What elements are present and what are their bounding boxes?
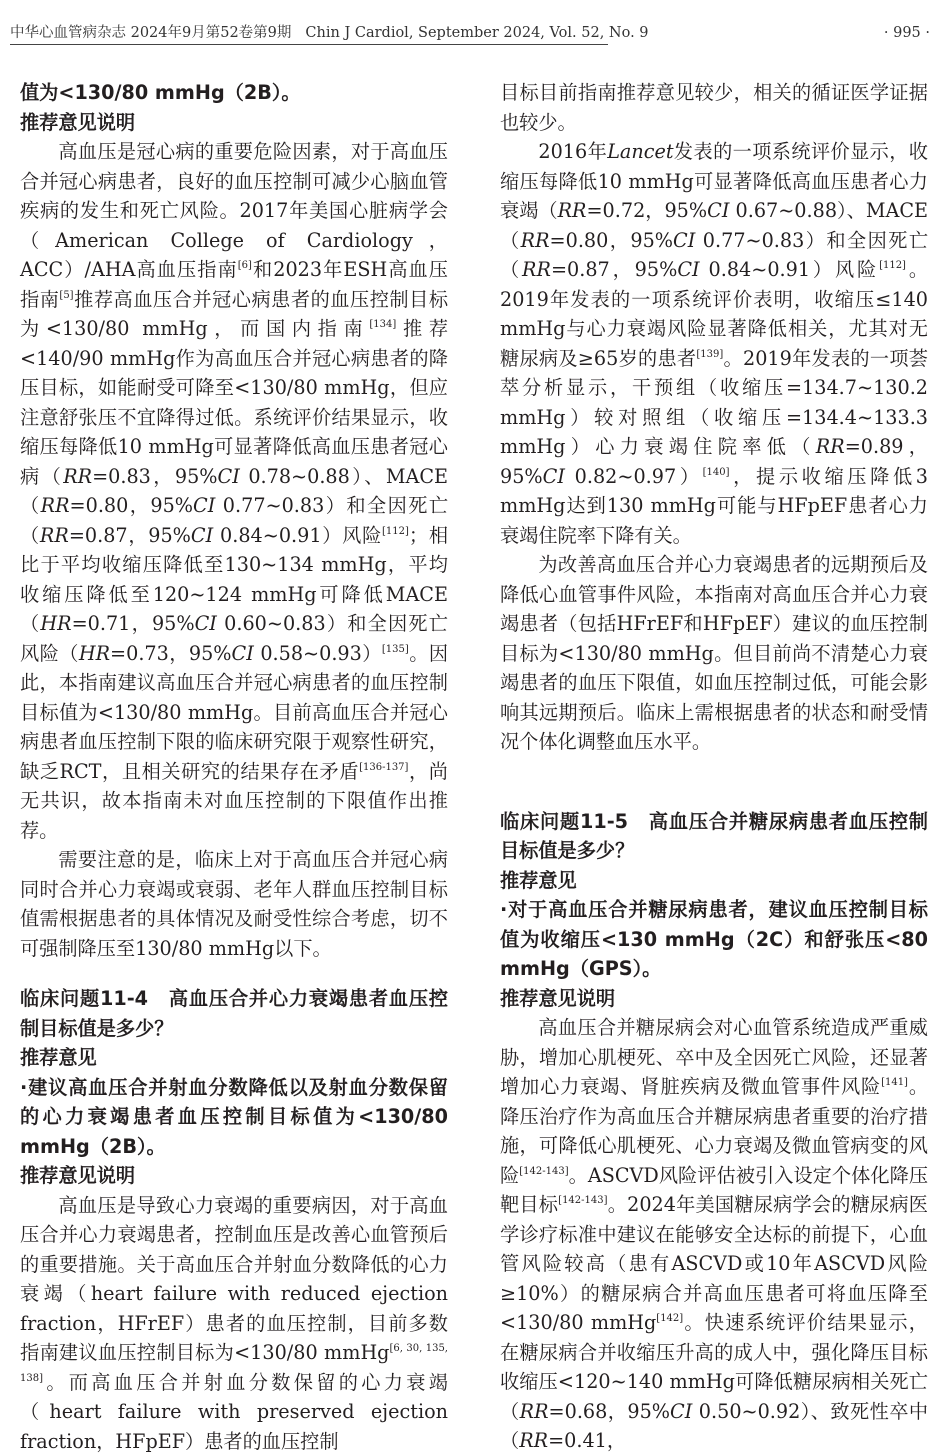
italic-term: RR: [40, 524, 69, 547]
text-run: =0.80，95%: [70, 494, 193, 517]
text-run: 0.84~0.91）风险: [700, 258, 879, 281]
text-run: ；相比于平均收缩压降低至130~134 mmHg，平均收缩压降低至120~124 mmHg可降低MACE（: [20, 524, 448, 636]
citation: [142-143]: [519, 1166, 568, 1177]
citation: [112]: [879, 260, 906, 271]
citation: [140]: [703, 467, 730, 478]
citation: [112]: [382, 526, 409, 537]
text-run: =0.87，95%: [551, 258, 677, 281]
italic-term: CI: [218, 465, 240, 488]
italic-term: CI: [193, 494, 215, 517]
page-number: · 995 ·: [884, 22, 930, 44]
italic-term: RR: [558, 199, 587, 222]
section-label-recommendation-explanation: 推荐意见说明: [500, 984, 928, 1014]
italic-term: Lancet: [607, 140, 673, 163]
text-run: =0.73，95%: [110, 642, 232, 665]
text-run: =0.71，95%: [72, 612, 195, 635]
text-run: 高血压合并糖尿病会对心血管系统造成严重威胁，增加心肌梗死、卒中及全因死亡风险，还显著增加心力衰竭、肾脏疾病及微血管事件风险: [500, 1016, 928, 1098]
text-run: 0.82~0.97）: [565, 465, 703, 488]
running-header: [10, 22, 608, 45]
text-run: ，尚无共识，故本指南未对血压控制的下限值作出推荐。: [20, 760, 448, 842]
recommendation-continued: 值为<130/80 mmHg（2B）。: [20, 78, 448, 108]
section-label-recommendation-explanation: 推荐意见说明: [20, 108, 448, 138]
text-run: 。而高血压合并射血分数保留的心力衰竭（heart failure with preserved ejection fraction，HFpEF）患者的血压控制: [20, 1371, 448, 1453]
paragraph: [500, 550, 928, 757]
italic-term: CI: [677, 258, 699, 281]
italic-term: RR: [522, 258, 551, 281]
text-run: =0.87，95%: [69, 524, 191, 547]
recommendation-text: ·对于高血压合并糖尿病患者，建议血压控制目标值为收缩压<130 mmHg（2C）和舒张压<80 mmHg（GPS）。: [500, 895, 928, 984]
recommendation-text: ·建议高血压合并射血分数降低以及射血分数保留的心力衰竭患者血压控制目标值为<130/80 mmHg（2B）。: [20, 1073, 448, 1162]
section-label-recommendation: 推荐意见: [500, 866, 928, 896]
text-run: 发表的一项系统评价显示，收缩压每降低10 mmHg可显著降低高血压患者心力衰竭（: [500, 140, 928, 222]
text-run: 。快速系统评价结果显示，在糖尿病合并收缩压升高的成人中，强化降压目标收缩压<120~140 mmHg可降低糖尿病相关死亡（: [500, 1311, 928, 1423]
text-run: 。2019年发表的一项荟萃分析显示，干预组（收缩压=134.7~130.2 mmHg）较对照组（收缩压=134.4~133.3 mmHg）心力衰竭住院率低（: [500, 347, 928, 459]
italic-term: CI: [191, 524, 213, 547]
text-run: 0.84~0.91）风险: [213, 524, 382, 547]
section-label-recommendation-explanation: 推荐意见说明: [20, 1161, 448, 1191]
text-run: 高血压是冠心病的重要危险因素，对于高血压合并冠心病患者，良好的血压控制可减少心脑血管疾病的发生和死亡风险。2017年美国心脏病学会（American College of Cardiology，ACC）/AHA高血压指南: [20, 140, 448, 281]
citation: [139]: [696, 349, 723, 360]
paragraph-continued: [500, 78, 928, 137]
paragraph: [500, 1013, 928, 1456]
italic-term: RR: [521, 229, 550, 252]
text-run: 。因此，本指南建议高血压合并冠心病患者的血压控制目标值为<130/80 mmHg。目前高血压合并冠心病患者血压控制下限的临床研究限于观察性研究，缺乏RCT，且相关研究的结果存在矛盾: [20, 642, 448, 783]
italic-term: CI: [670, 1400, 692, 1423]
italic-term: CI: [707, 199, 729, 222]
text-run: 0.77~0.83）和全因死亡（: [20, 494, 448, 547]
citation: [142]: [656, 1313, 683, 1324]
text-run: 推荐<140/90 mmHg作为高血压合并冠心病患者的降压目标，如能耐受可降至<130/80 mmHg，但应注意舒张压不宜降得过低。系统评价结果显示，收缩压每降低10 mmHg可显著降低高血压患者冠心病（: [20, 317, 448, 488]
citation: [135]: [382, 644, 409, 655]
journal-title-en: Chin J Cardiol, September 2024, Vol. 52, No. 9: [305, 25, 648, 41]
left-column: [20, 78, 448, 1456]
text-run: =0.68，95%: [549, 1400, 670, 1423]
text-run: 0.60~0.83）和全因死亡风险（: [20, 612, 448, 665]
text-run: 和2023年ESH高血压指南: [20, 258, 448, 311]
text-run: 0.67~0.88）、MACE（: [500, 199, 928, 252]
text-run: 目标目前指南推荐意见较少，相关的循证医学证据也较少。: [500, 81, 928, 134]
text-run: 0.78~0.88）、MACE（: [20, 465, 448, 518]
paragraph: [20, 845, 448, 963]
citation: [6]: [238, 260, 252, 271]
text-run: =0.72，95%: [586, 199, 707, 222]
italic-term: CI: [232, 642, 254, 665]
text-run: 推荐高血压合并冠心病患者的血压控制目标为<130/80 mmHg，而国内指南: [20, 288, 448, 341]
text-run: 需要注意的是，临床上对于高血压合并冠心病同时合并心力衰竭或衰弱、老年人群血压控制目标值需根据患者的具体情况及耐受性综合考虑，切不可强制降压至130/80 mmHg以下。: [20, 848, 448, 960]
text-run: 0.58~0.93）: [254, 642, 382, 665]
text-run: =0.41，: [548, 1429, 626, 1452]
italic-term: RR: [63, 465, 92, 488]
italic-term: RR: [816, 435, 845, 458]
journal-title-cn: 中华心血管病杂志 2024年9月第52卷第9期: [10, 25, 291, 41]
paragraph: [500, 137, 928, 550]
text-run: 0.77~0.83）和全因死亡（: [500, 229, 928, 282]
text-run: 2016年: [538, 140, 607, 163]
italic-term: CI: [543, 465, 565, 488]
italic-term: RR: [520, 1400, 549, 1423]
citation: [142-143]: [558, 1195, 607, 1206]
question-heading: 临床问题11-4 高血压合并心力衰竭患者血压控制目标值是多少？: [20, 984, 448, 1043]
paragraph: [20, 1191, 448, 1456]
right-column: [500, 78, 928, 1456]
text-run: 。2024年美国糖尿病学会的糖尿病医学诊疗标准中建议在能够安全达标的前提下，心血管风险较高（患有ASCVD或10年ASCVD风险≥10%）的糖尿病合并高血压患者可将血压降至<130/80 mmHg: [500, 1193, 928, 1334]
citation: [134]: [369, 319, 396, 330]
text-run: 为改善高血压合并心力衰竭患者的远期预后及降低心血管事件风险，本指南对高血压合并心力衰竭患者（包括HFrEF和HFpEF）建议的血压控制目标为<130/80 mmHg。但目前尚不清楚心力衰竭患者的血压下限值，如血压控制过低，可能会影响其远期预后。临床上需根据患者的状态和耐受情况个体化调整血压水平。: [500, 553, 928, 753]
italic-term: RR: [41, 494, 70, 517]
italic-term: CI: [195, 612, 217, 635]
italic-term: HR: [40, 612, 71, 635]
text-run: =0.83，95%: [92, 465, 217, 488]
text-run: 高血压是导致心力衰竭的重要病因，对于高血压合并心力衰竭患者，控制血压是改善心血管预后的重要措施。关于高血压合并射血分数降低的心力衰竭（heart failure with reduced ejection fraction，HFrEF）患者的血压控制，目前多数指南建议血压控制目标为<130/80 mmHg: [20, 1194, 448, 1365]
italic-term: CI: [673, 229, 695, 252]
text-run: 。ASCVD风险评估被引入设定个体化降压靶目标: [500, 1164, 928, 1217]
text-run: =0.89，95%: [500, 435, 928, 488]
text-run: =0.80，95%: [550, 229, 673, 252]
section-label-recommendation: 推荐意见: [20, 1043, 448, 1073]
citation: [6, 30, 135, 138]: [20, 1343, 448, 1384]
paragraph: [20, 137, 448, 845]
text-run: 。2019年发表的一项系统评价表明，收缩压≤140 mmHg与心力衰竭风险显著降低相关，尤其对无糖尿病及≥65岁的患者: [500, 258, 928, 370]
text-run: 。降压治疗作为高血压合并糖尿病患者重要的治疗措施，可降低心肌梗死、心力衰竭及微血管病变的风险: [500, 1075, 928, 1187]
citation: [141]: [881, 1077, 908, 1088]
citation: [5]: [59, 290, 73, 301]
italic-term: HR: [79, 642, 110, 665]
citation: [136-137]: [359, 762, 408, 773]
text-run: 0.50~0.92）、致死性卒中（: [500, 1400, 928, 1453]
text-run: ，提示收缩压降低3 mmHg达到130 mmHg可能与HFpEF患者心力衰竭住院率下降有关。: [500, 465, 928, 547]
question-heading: 临床问题11-5 高血压合并糖尿病患者血压控制目标值是多少？: [500, 807, 928, 866]
italic-term: RR: [519, 1429, 548, 1452]
